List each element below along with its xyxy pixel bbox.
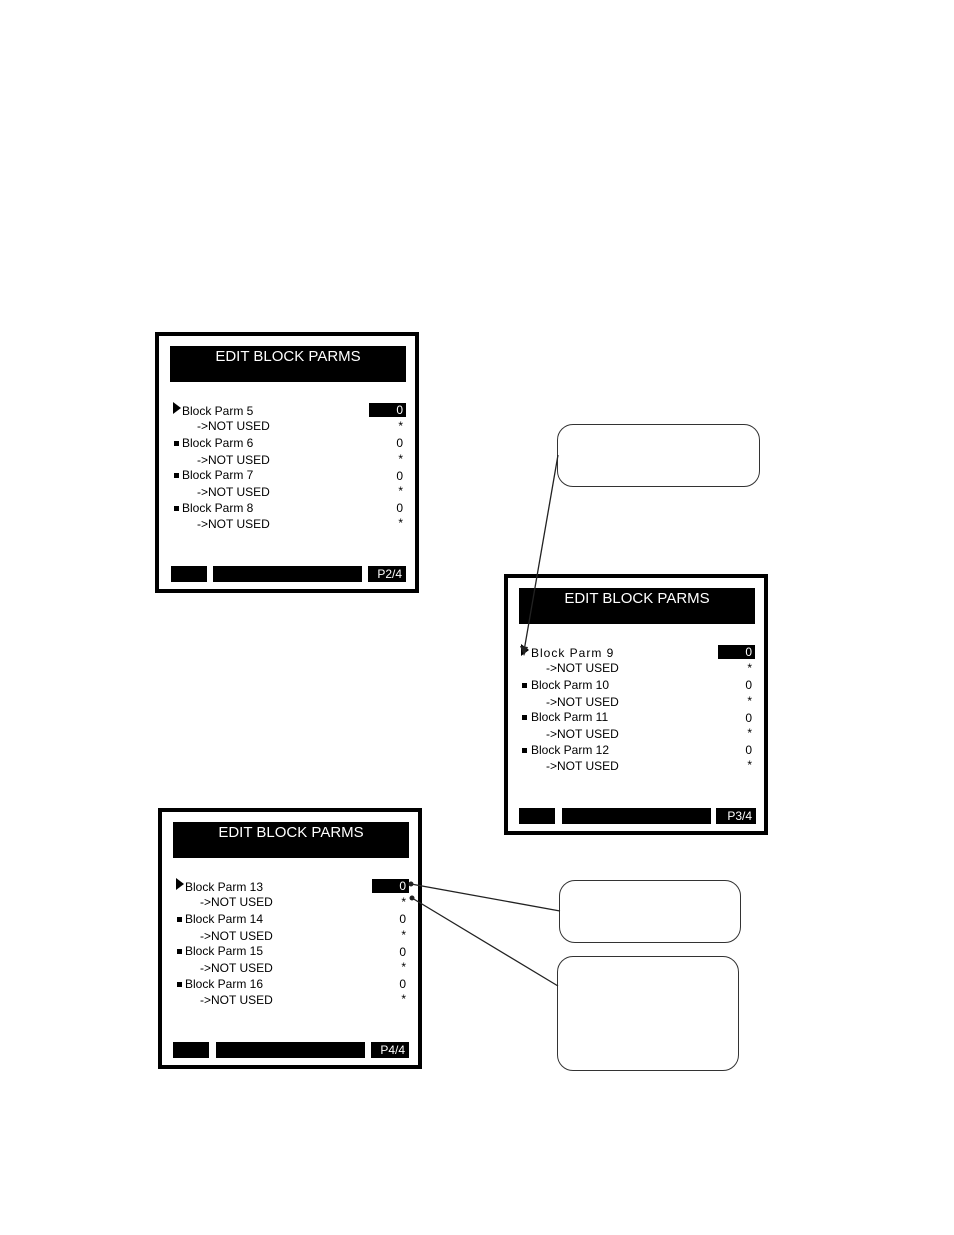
param-sublabel: ->NOT USED (546, 727, 619, 741)
param-value[interactable]: 0 (745, 743, 752, 757)
param-label[interactable]: Block Parm 10 (531, 678, 610, 692)
leader-dot-icon (409, 882, 414, 887)
param-subvalue: * (398, 452, 403, 466)
param-subvalue: * (401, 960, 406, 974)
param-sublabel: ->NOT USED (546, 759, 619, 773)
param-subvalue: * (401, 928, 406, 942)
param-label[interactable]: Block Parm 13 (185, 880, 264, 894)
param-subvalue: * (401, 895, 406, 909)
param-label[interactable]: Block Parm 12 (531, 743, 610, 757)
param-label[interactable]: Block Parm 6 (182, 436, 254, 450)
param-subvalue: * (747, 694, 752, 708)
param-subvalue: * (398, 516, 403, 530)
param-value[interactable]: 0 (396, 469, 403, 483)
param-sublabel: ->NOT USED (200, 961, 273, 975)
param-subvalue: * (747, 758, 752, 772)
param-value[interactable]: 0 (399, 977, 406, 991)
param-sublabel: ->NOT USED (200, 895, 273, 909)
param-label[interactable]: Block Parm 8 (182, 501, 254, 515)
param-label[interactable]: Block Parm 15 (185, 944, 264, 958)
param-value[interactable]: 0 (745, 678, 752, 692)
param-sublabel: ->NOT USED (200, 929, 273, 943)
leader-line-middle (411, 884, 560, 911)
screen-title: EDIT BLOCK PARMS (519, 588, 755, 624)
param-subvalue: * (398, 484, 403, 498)
param-label[interactable]: Block Parm 7 (182, 468, 254, 482)
leader-arrowhead-icon (520, 646, 528, 656)
param-sublabel: ->NOT USED (546, 661, 619, 675)
param-label[interactable]: Block Parm 16 (185, 977, 264, 991)
param-sublabel: ->NOT USED (197, 517, 270, 531)
param-label[interactable]: Block Parm 14 (185, 912, 264, 926)
leader-line-top (524, 455, 558, 651)
param-value[interactable]: 0 (399, 945, 406, 959)
page-indicator: P3/4 (716, 808, 756, 824)
param-label[interactable]: Block Parm 11 (531, 710, 609, 724)
param-value[interactable]: 0 (396, 501, 403, 515)
param-value[interactable]: 0 (399, 912, 406, 926)
param-subvalue: * (401, 992, 406, 1006)
leader-line-bottom (412, 898, 558, 986)
leader-dot-icon (410, 896, 415, 901)
param-label[interactable]: Block Parm 5 (182, 404, 254, 418)
param-value[interactable]: 0 (745, 711, 752, 725)
screen-title: EDIT BLOCK PARMS (173, 822, 409, 858)
param-subvalue: * (747, 661, 752, 675)
param-subvalue: * (398, 419, 403, 433)
param-sublabel: ->NOT USED (197, 453, 270, 467)
param-sublabel: ->NOT USED (197, 485, 270, 499)
page-indicator: P2/4 (368, 566, 406, 582)
param-sublabel: ->NOT USED (197, 419, 270, 433)
param-value-selected[interactable]: 0 (372, 879, 409, 893)
param-label[interactable]: Block Parm 9 (531, 646, 615, 660)
param-sublabel: ->NOT USED (200, 993, 273, 1007)
param-value-selected[interactable]: 0 (369, 403, 406, 417)
screen-title: EDIT BLOCK PARMS (170, 346, 406, 382)
param-subvalue: * (747, 726, 752, 740)
param-value-selected[interactable]: 0 (718, 645, 755, 659)
param-sublabel: ->NOT USED (546, 695, 619, 709)
page-indicator: P4/4 (371, 1042, 409, 1058)
param-value[interactable]: 0 (396, 436, 403, 450)
